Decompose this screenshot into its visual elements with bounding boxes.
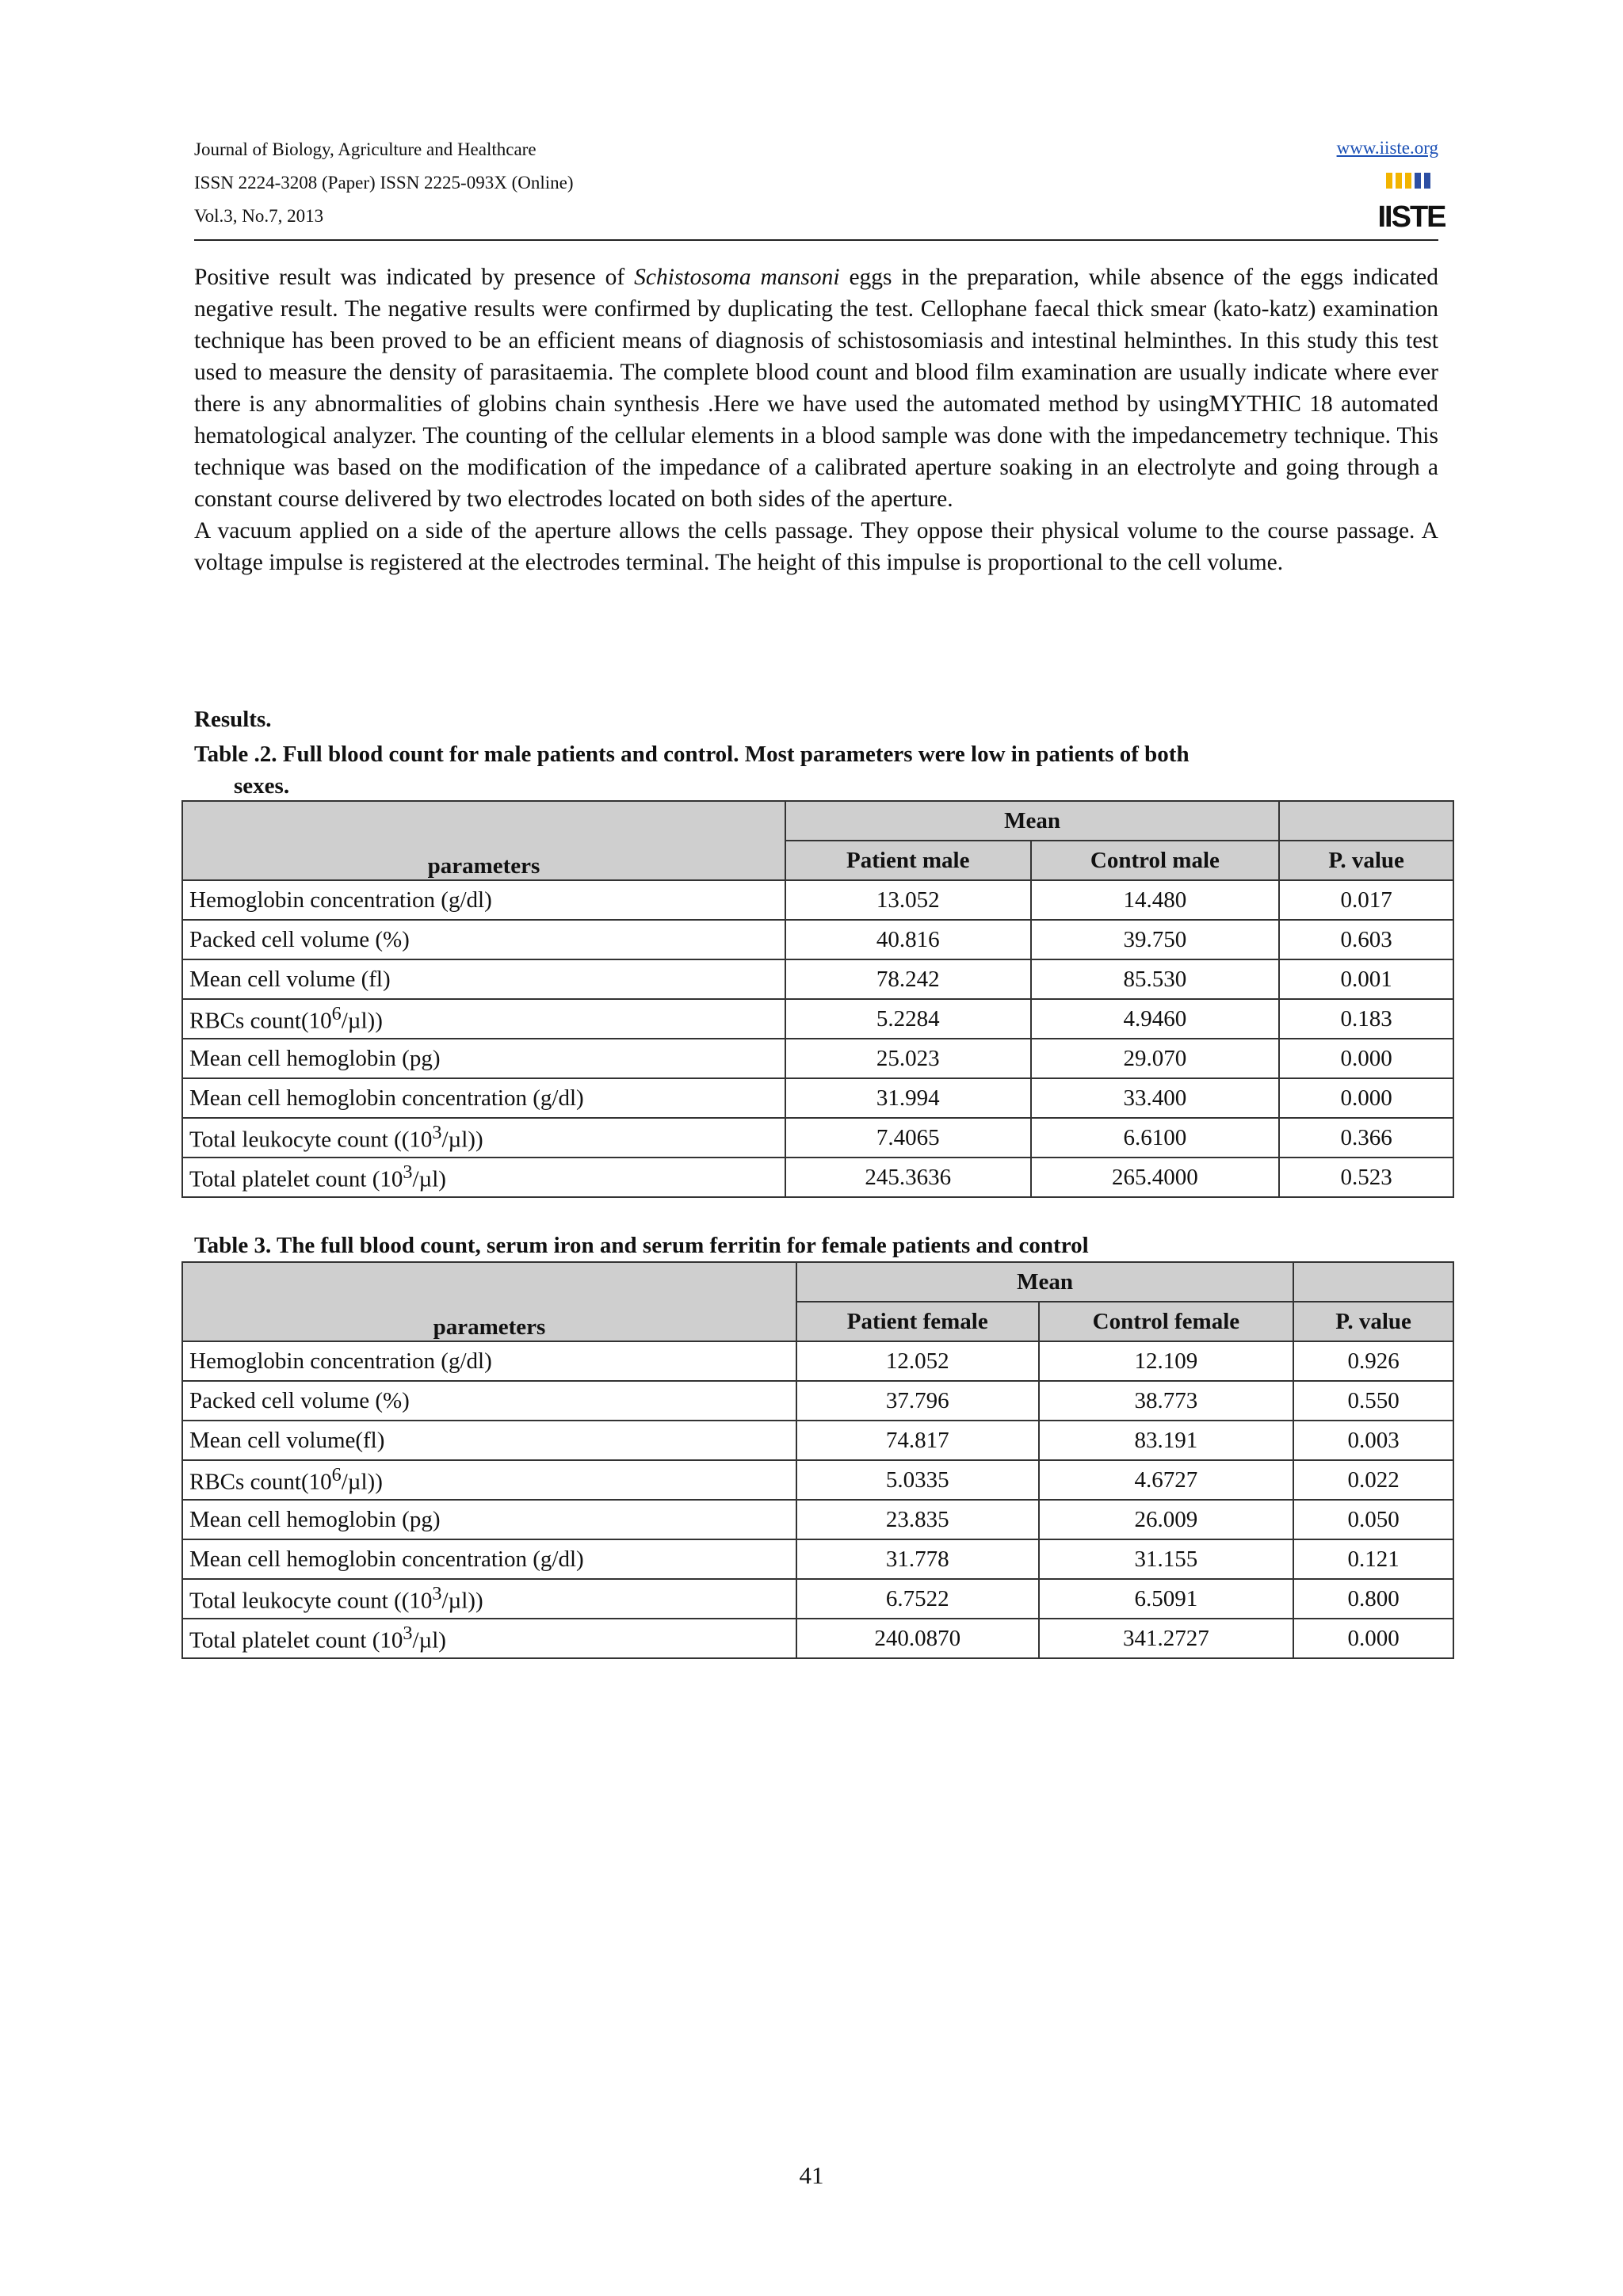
p-value-cell: 0.000 bbox=[1279, 1039, 1453, 1078]
patient-value-cell: 40.816 bbox=[785, 920, 1031, 959]
table-row bbox=[182, 1619, 1453, 1658]
parameter-cell: Mean cell hemoglobin (pg) bbox=[182, 1500, 796, 1539]
table3-female bbox=[181, 1261, 1454, 1659]
p-value-cell: 0.017 bbox=[1279, 880, 1453, 920]
parameter-cell: Mean cell hemoglobin concentration (g/dl) bbox=[182, 1539, 796, 1579]
parameters-header: parameters bbox=[182, 801, 785, 880]
p-value-cell: 0.121 bbox=[1293, 1539, 1453, 1579]
control-value-cell: 83.191 bbox=[1039, 1421, 1294, 1460]
patient-value-cell: 6.7522 bbox=[796, 1579, 1039, 1619]
patient-column-header: Patient male bbox=[785, 841, 1031, 880]
patient-value-cell: 78.242 bbox=[785, 959, 1031, 999]
patient-value-cell: 74.817 bbox=[796, 1421, 1039, 1460]
species-name: Schistosoma mansoni bbox=[634, 265, 840, 290]
control-value-cell: 341.2727 bbox=[1039, 1619, 1294, 1658]
control-column-header: Control female bbox=[1039, 1302, 1294, 1341]
journal-title: Journal of Biology, Agriculture and Healthcare bbox=[194, 139, 537, 159]
table-row bbox=[182, 1421, 1453, 1460]
patient-value-cell: 13.052 bbox=[785, 880, 1031, 920]
table-row bbox=[182, 1500, 1453, 1539]
table-row bbox=[182, 1460, 1453, 1500]
svg-text:IISTE: IISTE bbox=[1377, 200, 1445, 234]
parameter-cell: Packed cell volume (%) bbox=[182, 1381, 796, 1421]
patient-value-cell: 31.778 bbox=[796, 1539, 1039, 1579]
p-value-cell: 0.050 bbox=[1293, 1500, 1453, 1539]
table-row bbox=[182, 1381, 1453, 1421]
table2-male bbox=[181, 800, 1454, 1198]
parameters-header: parameters bbox=[182, 1262, 796, 1341]
control-value-cell: 4.6727 bbox=[1039, 1460, 1294, 1500]
p-value-cell: 0.022 bbox=[1293, 1460, 1453, 1500]
patient-value-cell: 12.052 bbox=[796, 1341, 1039, 1381]
table-row bbox=[182, 1158, 1453, 1197]
parameter-cell: Total leukocyte count $((10^3/\mu l))$ bbox=[182, 1579, 796, 1619]
table-row bbox=[182, 1118, 1453, 1158]
issn-line: ISSN 2224-3208 (Paper) ISSN 2225-093X (Online) bbox=[194, 173, 574, 193]
p-value-cell: 0.603 bbox=[1279, 920, 1453, 959]
control-value-cell: 39.750 bbox=[1031, 920, 1280, 959]
patient-value-cell: 31.994 bbox=[785, 1078, 1031, 1118]
table-row bbox=[182, 1341, 1453, 1381]
mean-header: Mean bbox=[785, 801, 1279, 841]
p-value-cell: 0.523 bbox=[1279, 1158, 1453, 1197]
body-text bbox=[194, 261, 1438, 578]
control-value-cell: 26.009 bbox=[1039, 1500, 1294, 1539]
patient-value-cell: 23.835 bbox=[796, 1500, 1039, 1539]
table-row bbox=[182, 999, 1453, 1039]
parameter-cell: Mean cell hemoglobin (pg) bbox=[182, 1039, 785, 1078]
p-value-cell: 0.550 bbox=[1293, 1381, 1453, 1421]
table2-caption: Table .2. Full blood count for male patients and control. Most parameters were low in patients of both sexes. bbox=[194, 742, 1190, 799]
patient-value-cell: 7.4065 bbox=[785, 1118, 1031, 1158]
patient-value-cell: 5.2284 bbox=[785, 999, 1031, 1039]
p-value-cell: 0.183 bbox=[1279, 999, 1453, 1039]
control-value-cell: 6.5091 bbox=[1039, 1579, 1294, 1619]
patient-value-cell: 240.0870 bbox=[796, 1619, 1039, 1658]
parameter-cell: Total platelet count $(10^3/\mu l)$ bbox=[182, 1619, 796, 1658]
control-value-cell: 38.773 bbox=[1039, 1381, 1294, 1421]
p-value-cell: 0.926 bbox=[1293, 1341, 1453, 1381]
journal-url-link[interactable]: www.iiste.org bbox=[1336, 138, 1438, 158]
parameter-cell: Mean cell volume (fl) bbox=[182, 959, 785, 999]
table-row bbox=[182, 959, 1453, 999]
table-row bbox=[182, 920, 1453, 959]
patient-value-cell: 37.796 bbox=[796, 1381, 1039, 1421]
table-row bbox=[182, 1078, 1453, 1118]
p-value-cell: 0.000 bbox=[1279, 1078, 1453, 1118]
table-row bbox=[182, 880, 1453, 920]
results-heading: Results. bbox=[194, 707, 272, 732]
p-value-cell: 0.000 bbox=[1293, 1619, 1453, 1658]
p-value-cell: 0.003 bbox=[1293, 1421, 1453, 1460]
control-value-cell: 33.400 bbox=[1031, 1078, 1280, 1118]
table-row bbox=[182, 1579, 1453, 1619]
parameter-cell: Total leukocyte count $((10^3/\mu l))$ bbox=[182, 1118, 785, 1158]
control-value-cell: 6.6100 bbox=[1031, 1118, 1280, 1158]
p-value-cell: 0.001 bbox=[1279, 959, 1453, 999]
table-row bbox=[182, 1039, 1453, 1078]
table-row bbox=[182, 1539, 1453, 1579]
parameter-cell: Hemoglobin concentration (g/dl) bbox=[182, 880, 785, 920]
parameter-cell: Mean cell hemoglobin concentration (g/dl) bbox=[182, 1078, 785, 1118]
parameter-cell: Total platelet count $(10^3/\mu l)$ bbox=[182, 1158, 785, 1197]
patient-value-cell: 245.3636 bbox=[785, 1158, 1031, 1197]
p-value-cell: 0.366 bbox=[1279, 1118, 1453, 1158]
paragraph-method: Positive result was indicated by presence of Schistosoma mansoni eggs in the preparation, while absence of the eggs indicated negative result. The negative results were confirmed by duplicating the test. Cellophane faecal thick smear (kato-katz) examination technique has been proved to be an efficient means of diagnosis of schistosomiasis and intestinal helminthes. In this study this test used to measure the density of parasitaemia. The complete blood count and blood film examination are usually indicate where ever there is any abnormalities of globins chain synthesis .Here we have used the automated method by usingMYTHIC 18 automated hematological analyzer. The counting of the cellular elements in a blood sample was done with the impedancemetry technique. This technique was based on the modification of the impedance of a calibrated aperture soaking in an electrolyte and going through a constant course delivered by two electrodes located on both sides of the aperture. bbox=[194, 265, 1438, 512]
blank-header bbox=[1279, 801, 1453, 841]
patient-column-header: Patient female bbox=[796, 1302, 1039, 1341]
parameter-cell: Hemoglobin concentration (g/dl) bbox=[182, 1341, 796, 1381]
parameter-cell: Packed cell volume (%) bbox=[182, 920, 785, 959]
parameter-cell: Mean cell volume(fl) bbox=[182, 1421, 796, 1460]
page-header bbox=[194, 135, 1445, 241]
p-value-column-header: P. value bbox=[1279, 841, 1453, 880]
table3-caption: Table 3. The full blood count, serum iron and serum ferritin for female patients and control bbox=[194, 1233, 1089, 1258]
control-value-cell: 4.9460 bbox=[1031, 999, 1280, 1039]
parameter-cell: RBCs $count(10^6/\mu l)$) bbox=[182, 999, 785, 1039]
paragraph-impulse: A vacuum applied on a side of the aperture allows the cells passage. They oppose their physical volume to the course passage. A voltage impulse is registered at the electrodes terminal. The height of this impulse is proportional to the cell volume. bbox=[194, 518, 1438, 575]
blank-header bbox=[1293, 1262, 1453, 1302]
iiste-logo-icon bbox=[1377, 170, 1445, 234]
control-value-cell: 31.155 bbox=[1039, 1539, 1294, 1579]
parameter-cell: RBCs $count(10^6/\mu l)$) bbox=[182, 1460, 796, 1500]
control-value-cell: 12.109 bbox=[1039, 1341, 1294, 1381]
control-value-cell: 14.480 bbox=[1031, 880, 1280, 920]
patient-value-cell: 25.023 bbox=[785, 1039, 1031, 1078]
p-value-column-header: P. value bbox=[1293, 1302, 1453, 1341]
volume-line: Vol.3, No.7, 2013 bbox=[194, 206, 324, 226]
control-value-cell: 265.4000 bbox=[1031, 1158, 1280, 1197]
page-number: 41 bbox=[799, 2161, 824, 2189]
control-column-header: Control male bbox=[1031, 841, 1280, 880]
patient-value-cell: 5.0335 bbox=[796, 1460, 1039, 1500]
control-value-cell: 85.530 bbox=[1031, 959, 1280, 999]
control-value-cell: 29.070 bbox=[1031, 1039, 1280, 1078]
mean-header: Mean bbox=[796, 1262, 1293, 1302]
p-value-cell: 0.800 bbox=[1293, 1579, 1453, 1619]
